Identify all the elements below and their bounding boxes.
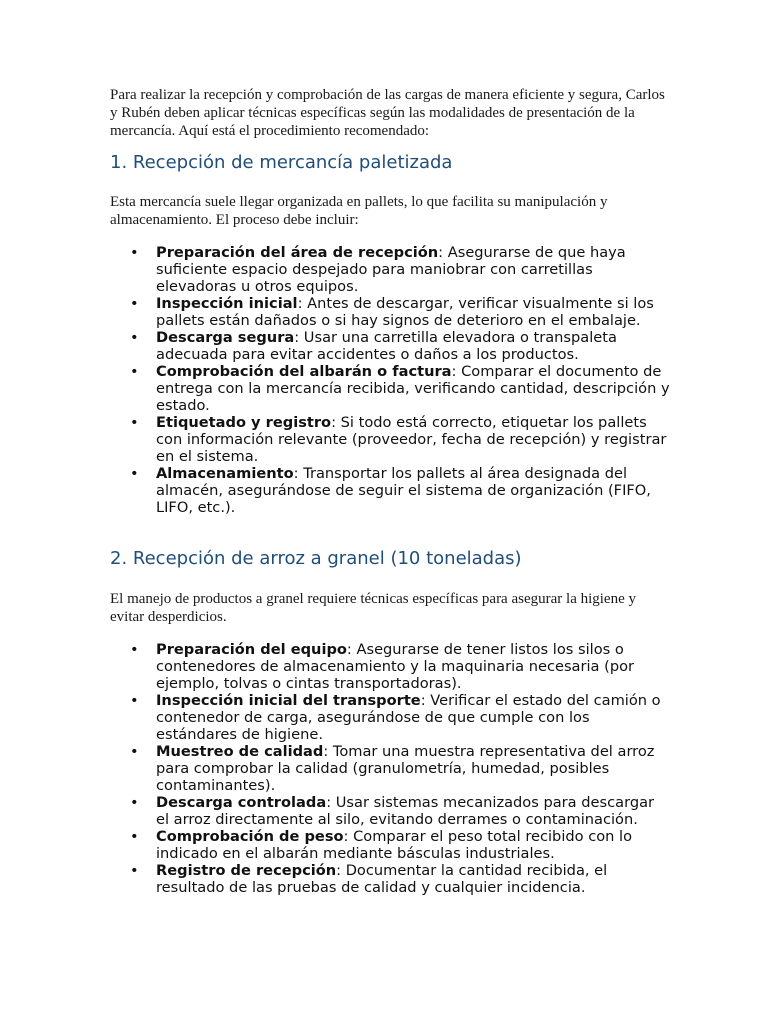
bullet-icon: •: [130, 862, 139, 879]
item-term: Comprobación del albarán o factura: [156, 363, 452, 380]
item-text: : Verificar el estado del camión o contenedor de carga, asegurándose de que cumple con los estándares de higiene.: [156, 692, 661, 743]
section-paragraph-palletized: Esta mercancía suele llegar organizada en pallets, lo que facilita su manipulación y almacenamiento. El proceso debe incluir:: [110, 194, 608, 228]
item-term: Registro de recepción: [156, 862, 337, 879]
list-item: [110, 414, 670, 465]
item-term: Preparación del área de recepción: [156, 244, 439, 261]
list-item: [110, 743, 670, 794]
bullet-icon: •: [130, 828, 139, 845]
item-term: Inspección inicial: [156, 295, 298, 312]
steps-list-bulk-rice: [110, 641, 670, 896]
item-text: : Transportar los pallets al área designada del almacén, asegurándose de seguir el sistema de organización (FIFO, LIFO, etc.).: [156, 465, 651, 516]
list-item: [110, 641, 670, 692]
section-heading-palletized: 1. Recepción de mercancía paletizada: [110, 152, 453, 173]
item-text: : Comparar el documento de entrega con la mercancía recibida, verificando cantidad, descripción y estado.: [156, 363, 670, 414]
list-item: [110, 862, 670, 896]
bullet-icon: •: [130, 794, 139, 811]
list-item: [110, 329, 670, 363]
item-text: : Comparar el peso total recibido con lo indicado en el albarán mediante básculas industriales.: [156, 828, 633, 862]
item-term: Comprobación de peso: [156, 828, 344, 845]
intro-paragraph: Para realizar la recepción y comprobación de las cargas de manera eficiente y segura, Carlos y Rubén deben aplicar técnicas específicas según las modalidades de presentación de la mercancía. Aquí está el procedimiento recomendado:: [110, 87, 665, 139]
item-term: Preparación del equipo: [156, 641, 347, 658]
bullet-icon: •: [130, 743, 139, 760]
item-term: Descarga segura: [156, 329, 295, 346]
bullet-icon: •: [130, 641, 139, 658]
steps-list-palletized: [110, 244, 670, 516]
list-item: [110, 363, 670, 414]
list-item: [110, 828, 670, 862]
item-text: : Antes de descargar, verificar visualmente si los pallets están dañados o si hay signos de deterioro en el embalaje.: [156, 295, 654, 329]
list-item: [110, 295, 670, 329]
bullet-icon: •: [130, 295, 139, 312]
list-item: [110, 692, 670, 743]
item-term: Almacenamiento: [156, 465, 294, 482]
item-text: : Asegurarse de tener listos los silos o contenedores de almacenamiento y la maquinaria necesaria (por ejemplo, tolvas o cintas transportadoras).: [156, 641, 635, 692]
item-text: : Usar sistemas mecanizados para descargar el arroz directamente al silo, evitando derrames o contaminación.: [156, 794, 655, 828]
bullet-icon: •: [130, 363, 139, 380]
list-item: [110, 244, 670, 295]
section-heading-bulk-rice: 2. Recepción de arroz a granel (10 toneladas): [110, 548, 522, 569]
list-item: [110, 794, 670, 828]
item-text: : Tomar una muestra representativa del arroz para comprobar la calidad (granulometría, humedad, posibles contaminantes).: [156, 743, 655, 794]
bullet-icon: •: [130, 244, 139, 261]
item-text: : Si todo está correcto, etiquetar los pallets con información relevante (proveedor, fecha de recepción) y registrar en el sistema.: [156, 414, 667, 465]
item-text: : Documentar la cantidad recibida, el resultado de las pruebas de calidad y cualquier incidencia.: [156, 862, 608, 896]
section-paragraph-bulk-rice: El manejo de productos a granel requiere técnicas específicas para asegurar la higiene y evitar desperdicios.: [110, 591, 636, 625]
list-item: [110, 465, 670, 516]
item-term: Inspección inicial del transporte: [156, 692, 421, 709]
item-text: : Usar una carretilla elevadora o transpaleta adecuada para evitar accidentes o daños a los productos.: [156, 329, 617, 363]
item-term: Descarga controlada: [156, 794, 327, 811]
bullet-icon: •: [130, 692, 139, 709]
item-text: : Asegurarse de que haya suficiente espacio despejado para maniobrar con carretillas elevadoras u otros equipos.: [156, 244, 626, 295]
bullet-icon: •: [130, 414, 139, 431]
item-term: Etiquetado y registro: [156, 414, 332, 431]
bullet-icon: •: [130, 329, 139, 346]
item-term: Muestreo de calidad: [156, 743, 324, 760]
bullet-icon: •: [130, 465, 139, 482]
